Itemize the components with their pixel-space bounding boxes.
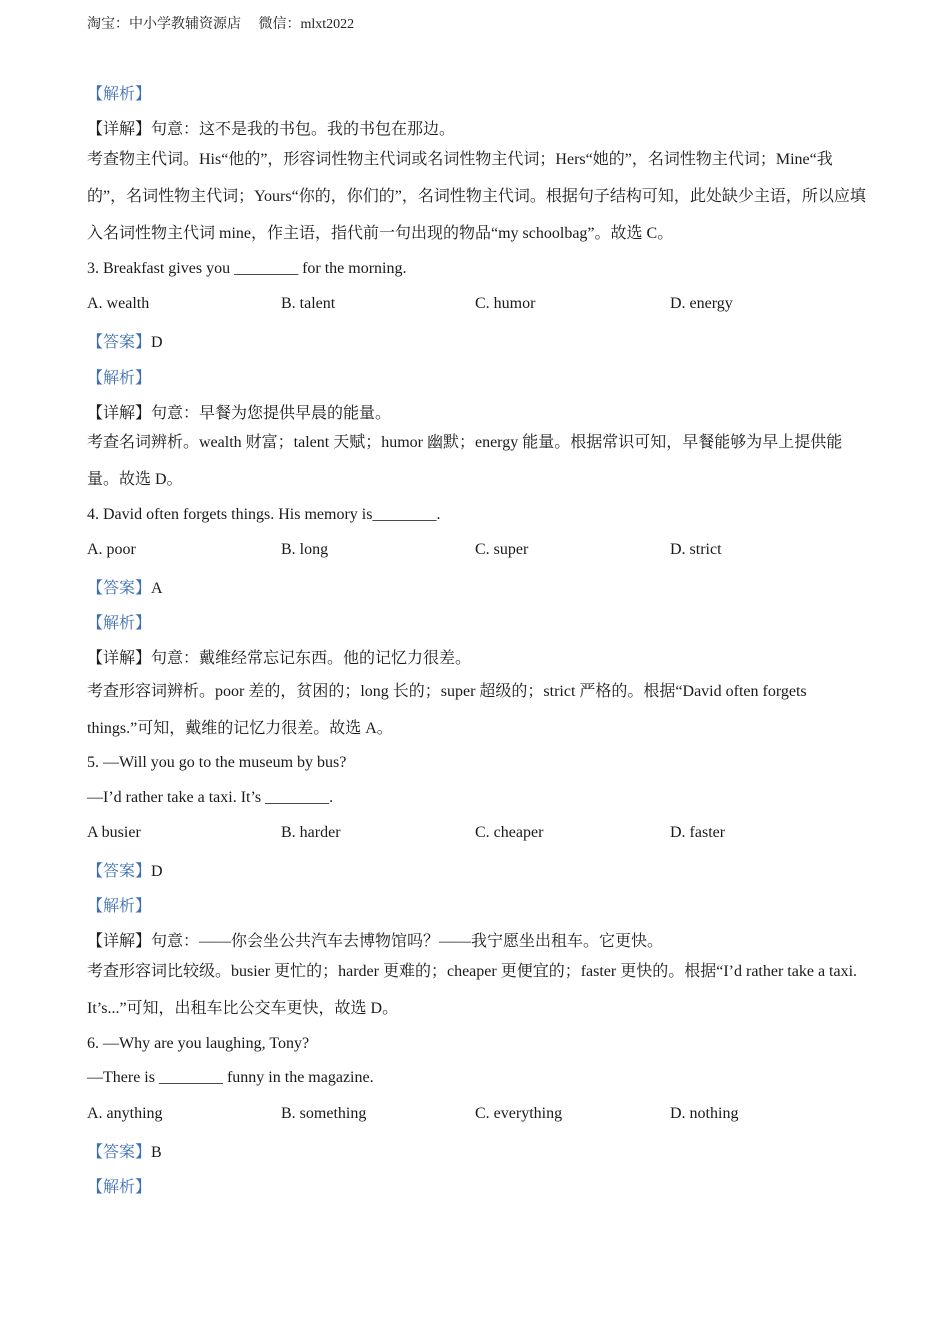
question-4: 4. David often forgets things. His memory is________. — [87, 506, 441, 523]
answer-label: 【答案】 — [87, 334, 152, 351]
answer-value: B — [151, 1144, 162, 1161]
detail-line — [87, 928, 663, 951]
option-b: B. harder — [281, 824, 341, 841]
detail-text: 句意：这不是我的书包。我的书包在那边。 — [151, 121, 456, 138]
option-b: B. something — [281, 1105, 367, 1122]
option-a: A. wealth — [87, 295, 150, 312]
option-c: C. everything — [475, 1105, 563, 1122]
page-header — [87, 13, 368, 33]
question-6-line-1: 6. —Why are you laughing, Tony? — [87, 1035, 310, 1052]
answer-line — [87, 329, 163, 352]
option-c: C. super — [475, 541, 529, 558]
detail-label: 【详解】 — [87, 121, 152, 138]
option-b: B. long — [281, 541, 329, 558]
option-a: A. poor — [87, 541, 136, 558]
option-a: A busier — [87, 824, 141, 841]
option-d: D. nothing — [670, 1105, 739, 1122]
explanation-text: 考查名词辨析。wealth 财富；talent 天赋；humor 幽默；energy 能量。根据常识可知，早餐能够为早上提供能量。故选 D。 — [87, 434, 843, 488]
detail-label: 【详解】 — [87, 650, 152, 667]
explanation-text: 考查物主代词。His“他的”，形容词性物主代词或名词性物主代词；Hers“她的”，名词性物主代词；Mine“我的”，名词性物主代词；Yours“你的，你们的”，名词性物主代词。根据句子结构可知，此处缺少主语，所以应填入名词性物主代词 mine，作主语，指代前一句出现的物品“my schoolbag”。故选 C。 — [87, 151, 866, 242]
explanation-text: 考查形容词比较级。busier 更忙的；harder 更难的；cheaper 更便宜的；faster 更快的。根据“I’d rather take a taxi. It’s...”可知，出租车比公交车更快，故选 D。 — [87, 963, 858, 1017]
analysis-label: 【解析】 — [87, 898, 152, 915]
detail-text: 句意：早餐为您提供早晨的能量。 — [151, 405, 392, 422]
detail-label: 【详解】 — [87, 933, 152, 950]
question-6-line-2: —There is ________ funny in the magazine. — [87, 1069, 374, 1086]
option-c: C. humor — [475, 295, 536, 312]
analysis-label: 【解析】 — [87, 615, 152, 632]
shop-name: 淘宝：中小学教辅资源店 — [87, 17, 241, 32]
answer-label: 【答案】 — [87, 863, 152, 880]
option-d: D. faster — [670, 824, 726, 841]
answer-line — [87, 1139, 162, 1162]
answer-value: D — [151, 334, 163, 351]
option-d: D. strict — [670, 541, 722, 558]
answer-value: A — [151, 580, 163, 597]
analysis-label: 【解析】 — [87, 86, 152, 103]
detail-text: 句意：——你会坐公共汽车去博物馆吗？——我宁愿坐出租车。它更快。 — [151, 933, 664, 950]
question-3: 3. Breakfast gives you ________ for the morning. — [87, 260, 407, 277]
answer-value: D — [151, 863, 163, 880]
option-b: B. talent — [281, 295, 336, 312]
analysis-label: 【解析】 — [87, 1179, 152, 1196]
option-c: C. cheaper — [475, 824, 544, 841]
explanation-text: 考查形容词辨析。poor 差的，贫困的；long 长的；super 超级的；strict 严格的。根据“David often forgets things.”可知，戴维的记忆力很差。故选 A。 — [87, 683, 807, 737]
question-5-line-2: —I’d rather take a taxi. It’s ________. — [87, 789, 334, 806]
answer-label: 【答案】 — [87, 1144, 152, 1161]
detail-line — [87, 116, 455, 139]
question-5-line-1: 5. —Will you go to the museum by bus? — [87, 754, 347, 771]
detail-line — [87, 400, 391, 423]
wechat-id: 微信：mlxt2022 — [258, 17, 355, 32]
analysis-label: 【解析】 — [87, 370, 152, 387]
option-d: D. energy — [670, 295, 733, 312]
answer-line — [87, 858, 163, 881]
detail-text: 句意：戴维经常忘记东西。他的记忆力很差。 — [151, 650, 472, 667]
option-a: A. anything — [87, 1105, 163, 1122]
detail-label: 【详解】 — [87, 405, 152, 422]
answer-label: 【答案】 — [87, 580, 152, 597]
answer-line — [87, 575, 163, 598]
detail-line — [87, 645, 471, 668]
